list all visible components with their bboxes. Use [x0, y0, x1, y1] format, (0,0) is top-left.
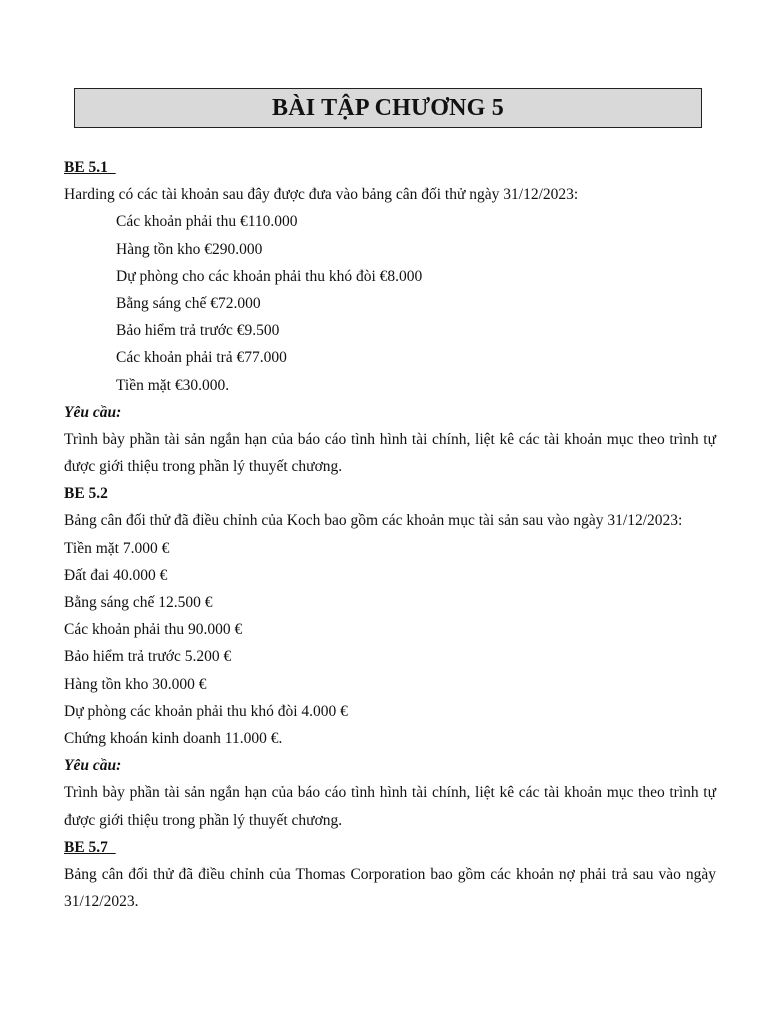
requirement-label-be52: Yêu cầu:: [64, 757, 122, 775]
chapter-title: BÀI TẬP CHƯƠNG 5: [272, 94, 504, 121]
list-item: Tiền mặt €30.000.: [116, 376, 230, 394]
list-item: Bảo hiểm trả trước €9.500: [116, 322, 280, 340]
chapter-title-box: [74, 88, 702, 128]
section-heading-be52: BE 5.2: [64, 485, 108, 503]
document-body: [64, 154, 716, 915]
section-intro-be57: Bảng cân đối thử đã điều chỉnh của Thomas Corporation bao gồm các khoản nợ phải trả sau vào ngày 31/12/2023.: [64, 865, 716, 911]
list-item: Các khoản phải thu 90.000 €: [64, 621, 243, 639]
requirement-label-be51: Yêu cầu:: [64, 403, 122, 421]
list-item: Các khoản phải thu €110.000: [116, 213, 298, 231]
list-item: Dự phòng các khoản phải thu khó đòi 4.000 €: [64, 702, 348, 720]
list-item: Bảo hiểm trả trước 5.200 €: [64, 648, 232, 666]
list-item: Chứng khoán kinh doanh 11.000 €.: [64, 729, 283, 747]
list-item: Bằng sáng chế 12.500 €: [64, 594, 213, 612]
requirement-text-be52: Trình bày phần tài sản ngắn hạn của báo cáo tình hình tài chính, liệt kê các tài khoản mục theo trình tự được giới thiệu trong phần lý thuyết chương.: [64, 784, 716, 829]
list-item: Hàng tồn kho €290.000: [116, 240, 263, 258]
list-item: Dự phòng cho các khoản phải thu khó đòi €8.000: [116, 267, 423, 285]
section-intro-be51: Harding có các tài khoản sau đây được đưa vào bảng cân đối thử ngày 31/12/2023:: [64, 186, 579, 204]
list-item: Đất đai 40.000 €: [64, 566, 168, 584]
section-heading-be51: BE 5.1: [64, 159, 116, 176]
section-heading-be57: BE 5.7: [64, 838, 116, 856]
list-item: Tiền mặt 7.000 €: [64, 539, 170, 557]
section-intro-be52: Bảng cân đối thử đã điều chỉnh của Koch bao gồm các khoản mục tài sản sau vào ngày 31/12/2023:: [64, 512, 683, 530]
list-item: Bằng sáng chế €72.000: [116, 294, 261, 312]
list-item: Các khoản phải trả €77.000: [116, 349, 287, 367]
list-item: Hàng tồn kho 30.000 €: [64, 675, 207, 693]
requirement-text-be51: Trình bày phần tài sản ngắn hạn của báo cáo tình hình tài chính, liệt kê các tài khoản mục theo trình tự được giới thiệu trong phần lý thuyết chương.: [64, 430, 716, 476]
